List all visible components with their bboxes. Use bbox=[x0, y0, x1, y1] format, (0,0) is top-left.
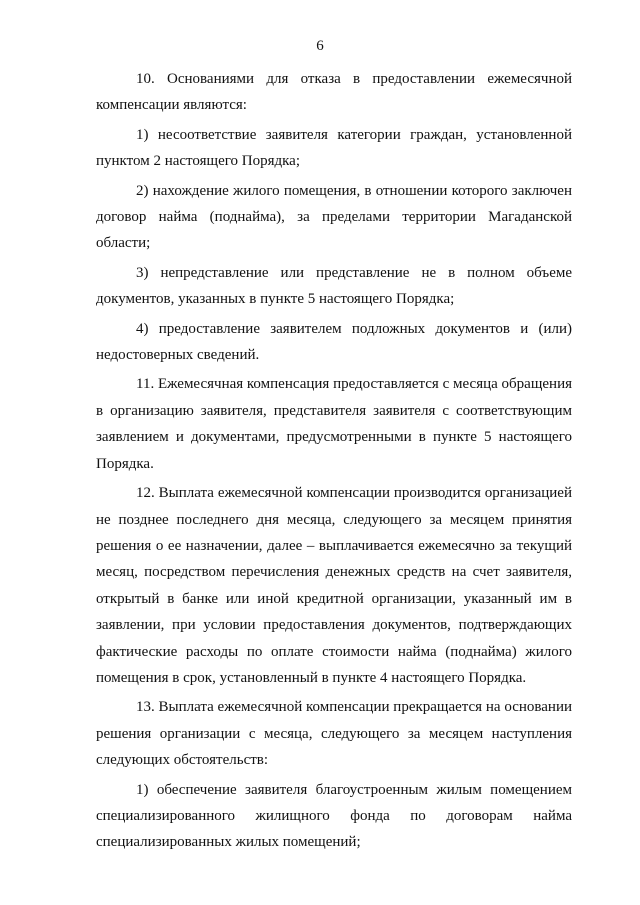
paragraph-13-item-1: 1) обеспечение заявителя благоустроенным жилым помещением специализированного жилищного фонда по договорам найма специализированных жилых помещений; bbox=[96, 781, 572, 851]
paragraph-13: 13. Выплата ежемесячной компенсации прекращается на основании решения организации с месяца, следующего за месяцем наступления следующих обстоятельств: bbox=[96, 699, 572, 769]
document-body bbox=[96, 66, 572, 859]
paragraph-10: 10. Основаниями для отказа в предоставлении ежемесячной компенсации являются: bbox=[96, 71, 572, 114]
paragraph-10-item-1: 1) несоответствие заявителя категории граждан, установленной пунктом 2 настоящего Порядка; bbox=[96, 126, 572, 170]
page-number: 6 bbox=[316, 38, 324, 54]
paragraph-12: 12. Выплата ежемесячной компенсации производится организацией не позднее последнего дня месяца, следующего за месяцем принятия решения о ее назначении, далее – выплачивается ежемесячно за текущий месяц, посредством перечисления денежных средств на счет заявителя, открытый в банке или иной кредитной организации, указанный им в заявлении, при условии предоставления документов, подтверждающих фактические расходы по оплате стоимости найма (поднайма) жилого помещения в срок, установленный в пункте 4 настоящего Порядка. bbox=[96, 485, 572, 686]
paragraph-10-item-2: 2) нахождение жилого помещения, в отношении которого заключен договор найма (поднайма), за пределами территории Магаданской области; bbox=[96, 182, 572, 252]
paragraph-10-item-3: 3) непредставление или представление не в полном объеме документов, указанных в пункте 5 настоящего Порядка; bbox=[96, 264, 572, 308]
paragraph-10-item-4: 4) предоставление заявителем подложных документов и (или) недостоверных сведений. bbox=[96, 320, 572, 364]
paragraph-11: 11. Ежемесячная компенсация предоставляется с месяца обращения в организацию заявителя, представителя заявителя с соответствующим заявлением и документами, предусмотренными в пункте 5 настоящего Порядка. bbox=[96, 376, 572, 472]
